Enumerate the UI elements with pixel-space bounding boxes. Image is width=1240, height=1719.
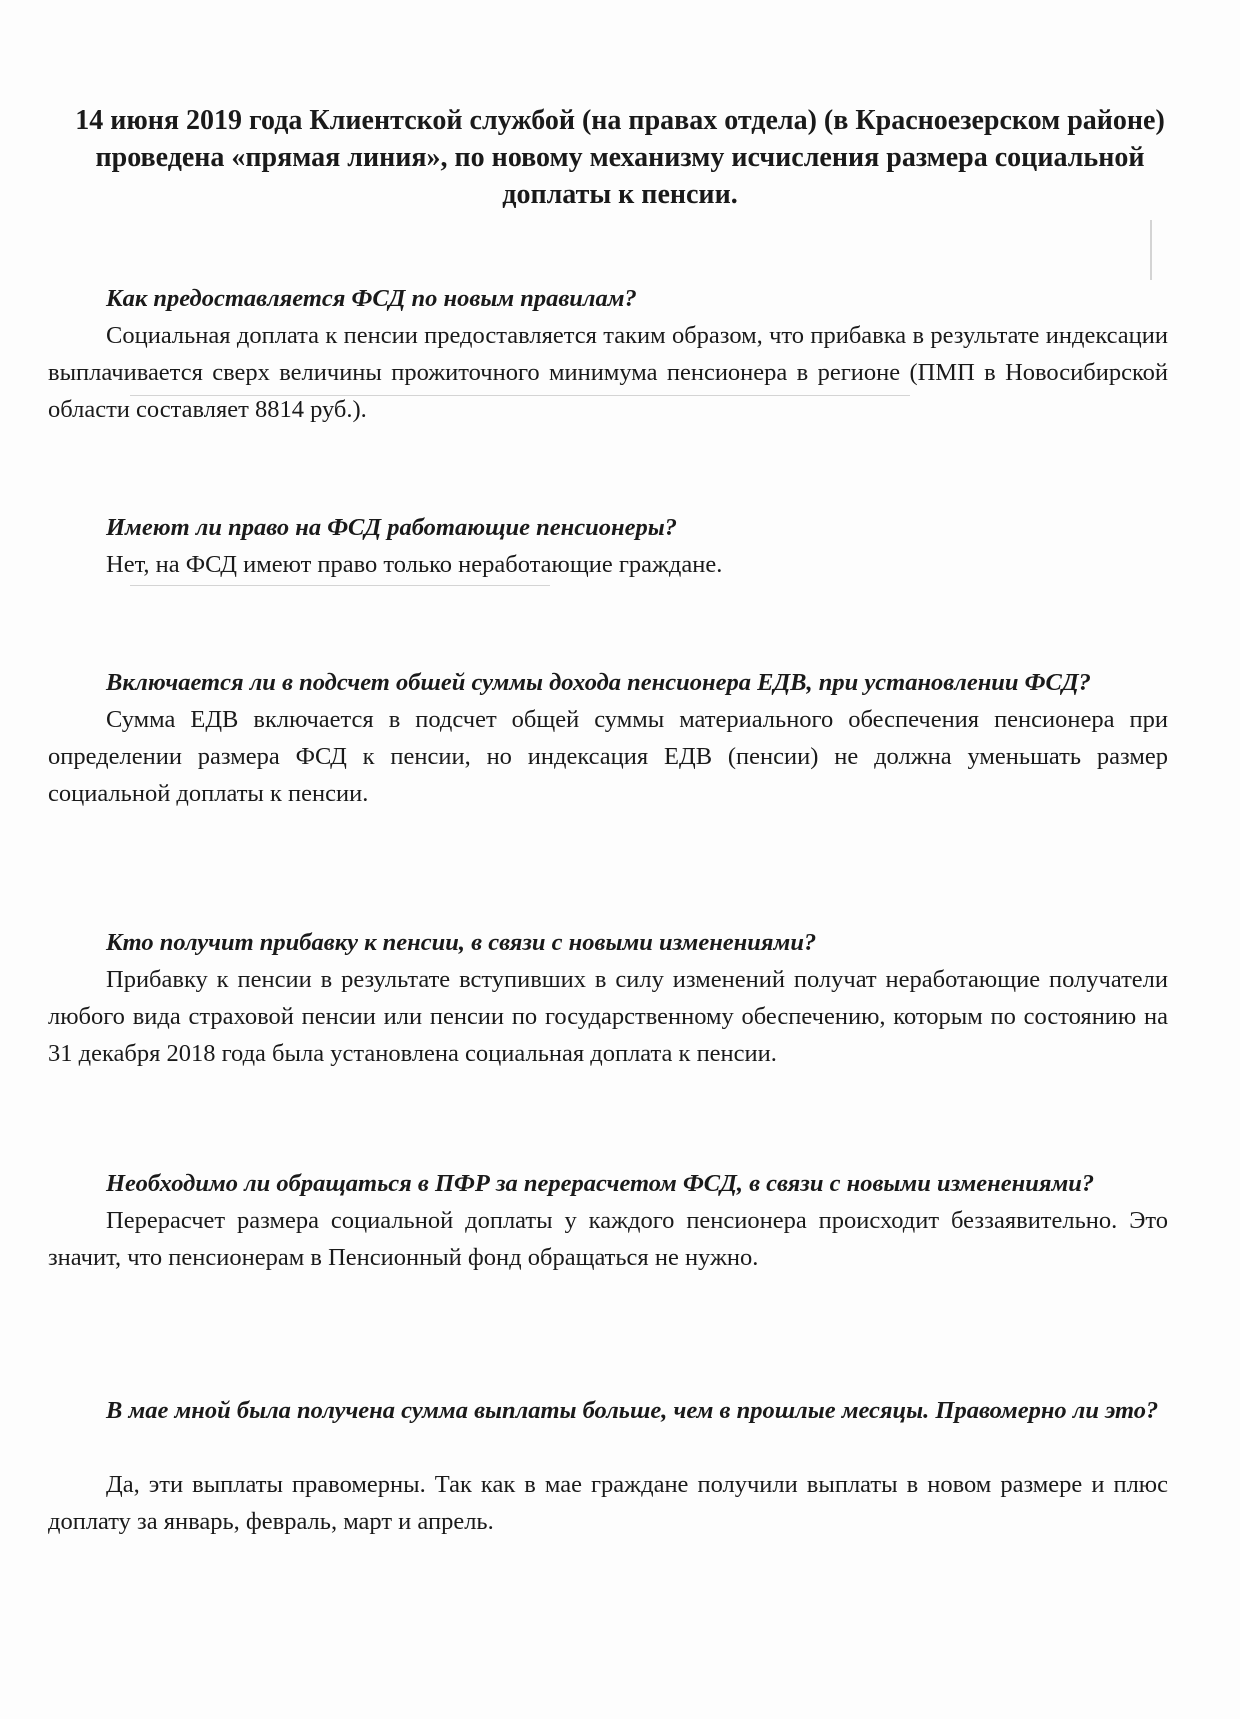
question-text: Имеют ли право на ФСД работающие пенсионеры? [106,514,677,541]
qa-section-2 [48,509,1168,583]
qa-section-3 [48,664,1168,812]
question-text: Необходимо ли обращаться в ПФР за перерасчетом ФСД, в связи с новыми изменениями? [106,1170,1095,1197]
answer-text: Социальная доплата к пенсии предоставляется таким образом, что прибавка в результате индексации выплачивается сверх величины прожиточного минимума пенсионера в регионе (ПМП в Новосибирской области составляет 8814 руб.). [48,322,1168,423]
question-text: Включается ли в подсчет обшей суммы дохода пенсионера ЕДВ, при установлении ФСД? [106,669,1091,696]
qa-section-1 [48,280,1168,428]
qa-section-4 [48,924,1168,1072]
scan-artifact-line [1150,220,1152,280]
answer-text: Перерасчет размера социальной доплаты у каждого пенсионера происходит беззаявительно. Это значит, что пенсионерам в Пенсионный фонд обращаться не нужно. [48,1207,1168,1271]
answer-text: Да, эти выплаты правомерны. Так как в мае граждане получили выплаты в новом размере и плюс доплату за январь, февраль, март и апрель. [48,1471,1168,1535]
question-text: Кто получит прибавку к пенсии, в связи с новыми изменениями? [106,929,817,956]
qa-section-5 [48,1165,1168,1276]
qa-section-6 [48,1392,1168,1540]
scan-artifact-line [130,585,550,586]
answer-text: Прибавку к пенсии в результате вступивших в силу изменений получат неработающие получатели любого вида страховой пенсии или пенсии по государственному обеспечению, которым по состоянию на 31 декабря 2018 года была установлена социальная доплата к пенсии. [48,966,1168,1067]
question-text: В мае мной была получена сумма выплаты больше, чем в прошлые месяцы. Правомерно ли это? [106,1397,1159,1424]
answer-text: Сумма ЕДВ включается в подсчет общей суммы материального обеспечения пенсионера при определении размера ФСД к пенсии, но индексация ЕДВ (пенсии) не должна уменьшать размер социальной доплаты к пенсии. [48,706,1168,807]
question-text: Как предоставляется ФСД по новым правилам? [106,285,637,312]
page-title: 14 июня 2019 года Клиентской службой (на правах отдела) (в Красноезерском районе) проведена «прямая линия», по новому механизму исчисления размера социальной доплаты к пенсии. [75,105,1165,210]
answer-text: Нет, на ФСД имеют право только неработающие граждане. [106,551,723,578]
